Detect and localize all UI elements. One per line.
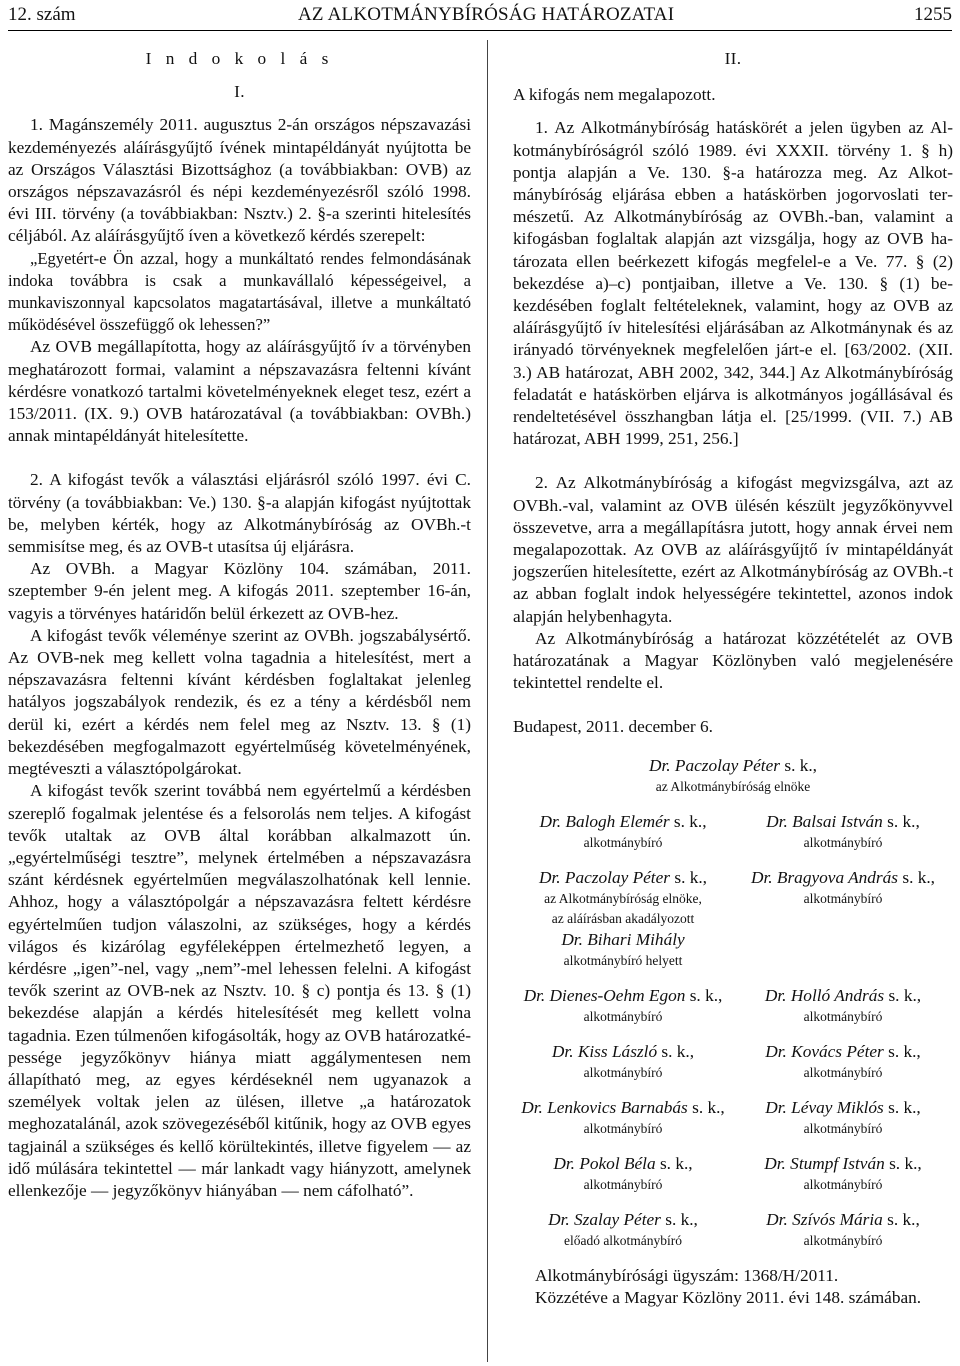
signature-row [513, 867, 953, 971]
signatory-role: alkotmánybíró [583, 834, 663, 850]
signatory-suffix: s. k., [887, 1209, 920, 1229]
signatory-role: az Alkotmánybíróság elnöke [655, 778, 811, 794]
signature-right [733, 811, 953, 853]
signature-right [733, 1209, 953, 1251]
signatory-role: alkotmánybíró [583, 1008, 663, 1024]
column-divider [487, 40, 488, 1362]
signatory-suffix: s. k., [887, 811, 920, 831]
signature-left [513, 1041, 733, 1083]
signatory-suffix: s. k., [902, 867, 936, 887]
signatory-name: Dr. Kovács Péter [765, 1041, 884, 1061]
substitute-role: alkotmánybíró helyett [563, 952, 683, 968]
publication-note: Közzétéve a Magyar Közlöny 2011. évi 148. számában. [535, 1288, 922, 1308]
signatory-name: Dr. Dienes-Oehm Egon [523, 985, 686, 1005]
signature-row [513, 1209, 953, 1251]
journal-title: AZ ALKOTMÁNYBÍRÓSÁG HATÁROZATAI [298, 4, 675, 25]
signatory-role: alkotmánybíró [803, 1232, 883, 1248]
signatory-name: Dr. Kiss László [551, 1041, 658, 1061]
signatory-name: Dr. Stumpf István [764, 1153, 885, 1173]
signatory-suffix: s. k., [673, 811, 707, 831]
section-two-heading: II. [724, 49, 742, 68]
signatory-role: alkotmánybíró [803, 1008, 883, 1024]
signatory-role-note: az aláírásban akadályozott [551, 910, 695, 926]
substitute-name: Dr. Bihari Mihály [561, 929, 685, 949]
signatory-suffix: s. k., [784, 755, 817, 775]
signatory-name: Dr. Pokol Béla [553, 1153, 656, 1173]
signature-right [733, 985, 953, 1027]
paragraph-2c: A kifogást tevők véleménye szerint az OVBh. jogszabálysértő. Az OVB-nek meg kellett volna tagadnia a hitelesítést, mert a népszavazásra feltenni kívánt kérdésben foglaltakat jelenleg hatályos jogszabályok rendezik, és ez a tény a kérdésből nem derül ki, ezért a kérdés nem felel meg az Nsztv. 13. § (1) bekezdésében megfogalmazott egyértelműség követelményének, megtéveszti a választópolgárokat. [8, 625, 471, 779]
signatory-suffix: s. k., [888, 1097, 921, 1117]
signature-block [513, 755, 953, 1251]
signatory-role: alkotmánybíró [803, 890, 883, 906]
signature-right [733, 1041, 953, 1083]
signature-right [733, 1097, 953, 1139]
signature-row [513, 811, 953, 853]
signatory-name: Dr. Szalay Péter [548, 1209, 661, 1229]
signatory-name: Dr. Bragyova András [750, 867, 899, 887]
signature-left [513, 1153, 733, 1195]
signatory-name: Dr. Balsai István [766, 811, 883, 831]
signature-chief [513, 755, 953, 797]
signatory-role: alkotmánybíró [583, 1064, 663, 1080]
signatory-role: alkotmánybíró [803, 1176, 883, 1192]
signatory-suffix: s. k., [674, 867, 707, 887]
signatory-role: alkotmánybíró [583, 1176, 663, 1192]
paragraph-1a: 1. Magánszemély 2011. augusztus 2-án országos népszavazási kezdeményezés aláírásgyűjtő ívének mintapéldányát nyújtotta be az Országos Választási Bizottsághoz (a továbbiakban: OVB) az országos népszavazásról és népi kezdeményezésről szóló 1998. évi III. törvény (a továbbiakban: Nsztv.) 2. §-a szerinti hitelesítés céljából. Az aláírásgyűjtő íven a következő kérdés szerepelt: [8, 115, 471, 246]
signatory-name: Dr. Holló András [764, 985, 885, 1005]
signatory-suffix: s. k., [689, 985, 723, 1005]
paragraph-r3: Az Alkotmánybíróság a határozat közzétételét az OVB határozatának a Magyar Közlönyben való megjelenésére tekintettel rendelte el. [513, 628, 953, 693]
page-header [8, 0, 952, 31]
paragraph-1b: Az OVB megállapította, hogy az aláírásgyűjtő ív a törvényben meghatározott formai, valamint a népszavazásra feltenni kívánt kérdésre vonatkozó tartalmi követelményeknek eleget tesz, ezért a 153/2011. (IX. 9.) OVB határozatával (a továbbiakban: OVBh.) annak mintapéldányát hitelesítette. [8, 337, 471, 446]
signatory-role: előadó alkotmánybíró [563, 1232, 683, 1248]
paragraph-r2: 2. Az Alkotmánybíróság a kifogást megvizsgálva, azt az OVBh.-val, valamint az OVB ülésén készült jegyzőkönyvvel összevetve, arra a megállapításra jutott, hogy annak érvei nem megalapozottak. Az OVB az aláírásgyűjtő ív mintapéldányát jogszerűen hitelesítette, ezért az Alkotmánybíróság az OVBh.-t az abban foglalt indok helyességére tekintettel, azonos indok alapján helybenhagyta. [513, 473, 953, 626]
signature-row [513, 1097, 953, 1139]
signatory-role: alkotmánybíró [803, 1120, 883, 1136]
signature-right [733, 1153, 953, 1195]
case-number: Alkotmánybírósági ügyszám: 1368/H/2011. [535, 1265, 839, 1285]
signatory-suffix: s. k., [659, 1153, 693, 1173]
reasoning-title: I n d o k o l á s [145, 49, 334, 68]
paragraph-2d: A kifogást tevők szerint továbbá nem egyértelmű a kérdésben szereplő fogalmak jelentése és a felsorolás nem teljes. A kifogást tevők utaltak az OVB által korábban alkalmazott ún. „egyértelműségi tesztre”, melynek értelmében a népszavazásra szánt kérdésnek egyértelműen megválaszolhatónak kell lennie. Ahhoz, hogy a választópolgár a népszavazásra feltett kérdésre egyértelműen tudjon válaszolni, az szükséges, hogy a kérdés világos és kizárólag egyféleképpen értelmezhető legyen, a kérdésre „igen”-nel, vagy „nem”-mel lehessen felelni. A kifogást tevők szerint az OVB-nek az Nsztv. 10. § c) pontja és 13. § (1) bekezdése alapján a kérdés hitelesítését meg kellett volna tagadnia. Ezen túlmenően kifogásolták, hogy az OVB határozatképessége jegyzőkönyv hiánya miatt aggálymentesen nem állapítható meg, az egyes kérdéseknél nem ugyanazok a személyek voltak jelen az ülésen, illetve „a határozatok meghozatalánál, azok szövegezéséből kitűnik, hogy az OVB egyes tagjainál a szükséges és kellő körültekintés, illetve figyelem — az idő múlására tekintettel — már lankadt vagy hiányzott, amelynek ellenkezője — jegyzőkönyv hiányában — nem cáfolható”. [8, 781, 471, 1200]
signature-left [513, 867, 733, 971]
signatory-suffix: s. k., [665, 1209, 698, 1229]
signatory-name: Dr. Lenkovics Barnabás [521, 1097, 688, 1117]
signatory-suffix: s. k., [888, 985, 922, 1005]
signatory-suffix: s. k., [888, 1041, 921, 1061]
signatory-name: Dr. Paczolay Péter [538, 867, 671, 887]
issue-number: 12. szám [8, 4, 76, 25]
signature-row [513, 1041, 953, 1083]
section-one-heading: I. [234, 82, 245, 102]
paragraph-2b: Az OVBh. a Magyar Közlöny 104. számában, 2011. szeptember 9-én jelent meg. A kifogás 2011. szeptember 16-án, vagyis a törvényes határidőn belül érkezett az OVB-hez. [8, 559, 471, 623]
paragraph-r1: 1. Az Alkotmánybíróság hatáskörét a jelen ügyben az Alkotmánybíróságról szóló 1989. évi XXXII. törvény 1. § h) pontja alapján a Ve. 130. §-a határozza meg. Az Alkotmánybíróság eljárása ebben a hatáskörben jogorvoslati természetű. Az Alkotmánybíróság az OVBh.-ban, valamint a kifogásban foglaltak alapján azt vizsgálja, hogy az OVB határozata ellen beérkezett kifogás megfelel-e a Ve. 77. § (2) bekezdése a)–c) pontjaiban, illetve a Ve. 130. § (1) bekezdésében foglalt feltételeknek, valamint, hogy az OVB az aláírásgyűjtő ív hitelesítési eljárásában az Alkotmánynak és az irányadó törvényeknek megfelelően járt-e el. [63/2002. (XII. 3.) AB határozat, ABH 2002, 342, 344.] Az Alkotmánybíróság feladatát e hatáskörben eljárva is alkotmányos jogállásával és rendeltetésével összhangban látja el. [25/1999. (VII. 7.) AB határozat, ABH 1999, 251, 256.] [513, 118, 953, 449]
signatory-name: Dr. Balogh Elemér [539, 811, 670, 831]
signature-left [513, 811, 733, 853]
signature-row [513, 985, 953, 1027]
signature-left [513, 1209, 733, 1251]
signatory-name: Dr. Lévay Miklós [765, 1097, 884, 1117]
signatory-role: alkotmánybíró [583, 1120, 663, 1136]
signatory-role: alkotmánybíró [803, 1064, 883, 1080]
signature-rows [513, 811, 953, 1251]
place-date: Budapest, 2011. december 6. [513, 717, 713, 737]
signatory-name: Dr. Paczolay Péter [648, 755, 781, 775]
signatory-role: az Alkotmánybíróság elnöke, [544, 890, 702, 906]
signature-left [513, 985, 733, 1027]
left-column [8, 44, 471, 1202]
signatory-suffix: s. k., [692, 1097, 725, 1117]
signature-left [513, 1097, 733, 1139]
lead-sentence: A kifogás nem megalapozott. [513, 85, 716, 105]
page-number: 1255 [914, 4, 952, 25]
right-column [513, 44, 953, 1309]
signatory-role: alkotmánybíró [803, 834, 883, 850]
signatory-suffix: s. k., [889, 1153, 922, 1173]
signature-right [733, 867, 953, 971]
referendum-question: „Egyetért-e Ön azzal, hogy a munkáltató rendes felmondásának indoka továbbra is csak a munkavállaló képességeivel, a munkaviszonnyal kapcsolatos magatartásával, illetve a munkáltató működésével összefüggő ok lehessen?” [8, 248, 471, 335]
signatory-name: Dr. Szívós Mária [766, 1209, 883, 1229]
signatory-suffix: s. k., [661, 1041, 695, 1061]
paragraph-2a: 2. A kifogást tevők a választási eljárásról szóló 1997. évi C. törvény (a továbbiakban: Ve.) 130. §-a alapján kifogást nyújtottak be, melyben kérték, hogy az Alkotmánybíróság az OVBh.-t semmisítse meg, és az OVB-t utasítsa új eljárásra. [8, 470, 471, 557]
signature-row [513, 1153, 953, 1195]
